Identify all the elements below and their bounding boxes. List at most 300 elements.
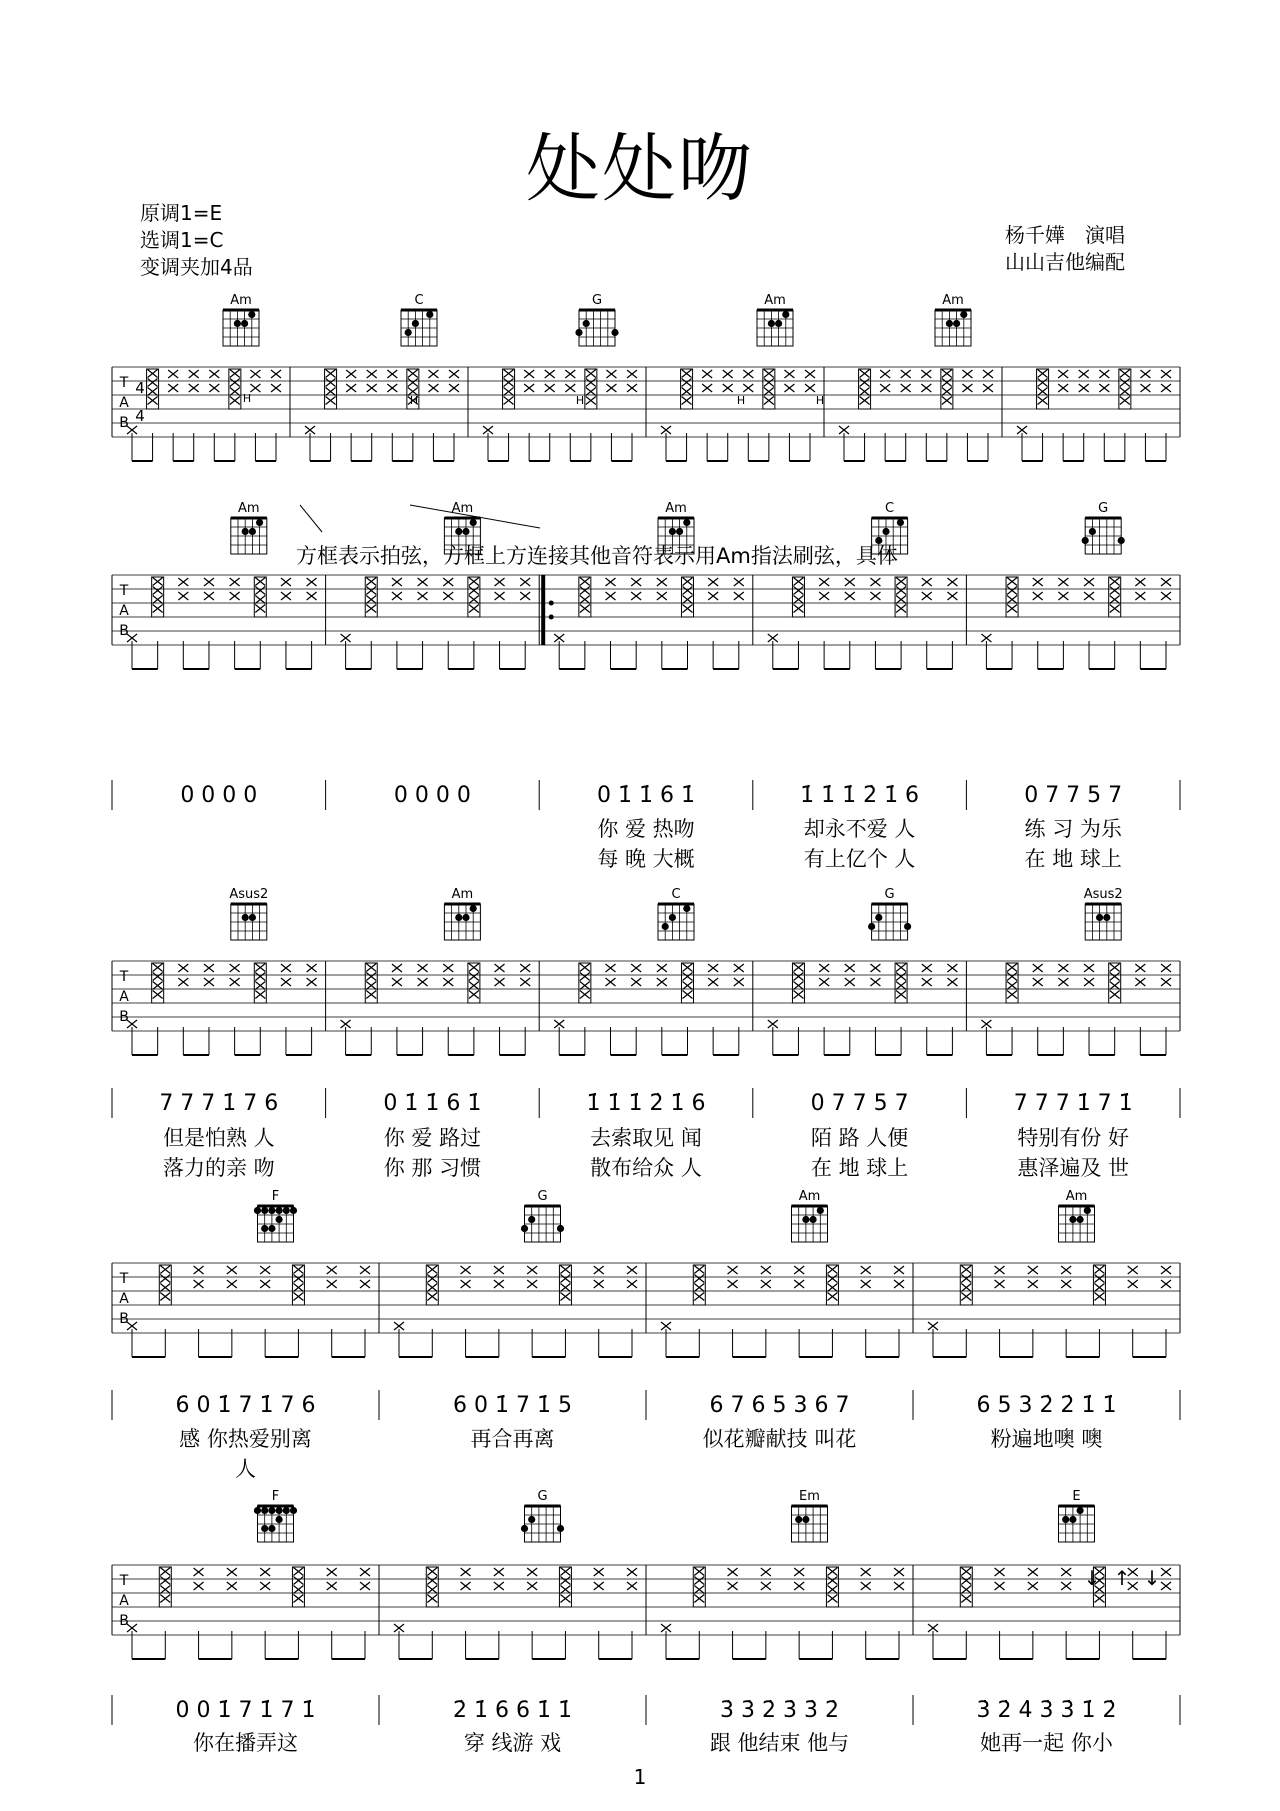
tab-x-mark — [631, 592, 641, 600]
slap-x — [793, 605, 803, 613]
slap-x — [255, 596, 265, 604]
slap-x — [682, 596, 692, 604]
slap-box — [1037, 369, 1049, 409]
downstroke-arrow: ↓ — [1143, 1566, 1161, 1590]
tab-letter: A — [119, 603, 129, 619]
chord-diagram — [401, 293, 437, 346]
tab-x-mark — [995, 1280, 1005, 1288]
tab-x-mark — [204, 578, 214, 586]
tab-x-mark — [418, 978, 428, 986]
tab-x-mark — [761, 1568, 771, 1576]
jianpu-notes: 0 7 7 5 7 — [810, 1091, 909, 1116]
slap-x — [1110, 991, 1120, 999]
lyric-line-1: 陌 路 人便 — [810, 1126, 909, 1150]
tab-x-mark — [880, 384, 890, 392]
slap-x — [326, 370, 336, 378]
tab-system — [112, 575, 1180, 871]
slap-x — [694, 1577, 704, 1585]
chord-dot — [904, 923, 911, 930]
tab-x-mark — [392, 978, 402, 986]
slap-x — [560, 1586, 570, 1594]
slap-box — [159, 1567, 171, 1607]
slap-x — [1094, 1284, 1104, 1292]
tab-letter: T — [119, 1573, 129, 1589]
slap-x — [1110, 578, 1120, 586]
slap-box — [693, 1567, 705, 1607]
tab-x-mark — [627, 1582, 637, 1590]
tab-x-mark — [230, 592, 240, 600]
tab-letter: B — [119, 1009, 129, 1025]
chord-dot — [276, 1216, 283, 1223]
tab-x-mark — [1161, 1582, 1171, 1590]
tab-x-mark — [168, 384, 178, 392]
slap-box — [503, 369, 515, 409]
slap-x — [293, 1293, 303, 1301]
tab-x-mark — [962, 370, 972, 378]
tab-x-mark — [819, 978, 829, 986]
slap-box-frame — [1109, 963, 1121, 1003]
slap-x — [942, 397, 952, 405]
slap-box — [941, 369, 953, 409]
slap-x — [366, 964, 376, 972]
tab-x-mark — [1028, 1582, 1038, 1590]
slap-x — [1120, 370, 1130, 378]
lyric-line-1: 粉遍地噢 噢 — [990, 1427, 1103, 1451]
jianpu-notes: 0 0 0 0 — [180, 783, 258, 808]
tab-x-mark — [723, 384, 733, 392]
tab-x-mark — [606, 978, 616, 986]
lyric-line-1: 去索取见 闻 — [590, 1126, 702, 1150]
tab-x-mark — [606, 578, 616, 586]
slap-box — [254, 963, 266, 1003]
downstroke-arrow: ↓ — [1083, 1566, 1101, 1590]
chord-diagram — [872, 501, 908, 554]
slap-box — [585, 369, 597, 409]
tab-x-mark — [1128, 1280, 1138, 1288]
slap-box-frame — [895, 577, 907, 617]
chord-name: E — [1072, 1489, 1081, 1504]
slap-x — [469, 991, 479, 999]
tab-letter: A — [119, 1593, 129, 1609]
slap-box-frame — [229, 369, 241, 409]
slap-x — [586, 370, 596, 378]
tab-x-mark — [901, 384, 911, 392]
chord-diagram — [1059, 1489, 1095, 1542]
chord-dot — [290, 1207, 297, 1214]
slap-x — [255, 605, 265, 613]
hammer-on-mark: H — [815, 394, 825, 407]
slap-box-frame — [681, 369, 693, 409]
slap-x — [860, 370, 870, 378]
slap-x — [1007, 605, 1017, 613]
chord-dot — [1077, 1507, 1084, 1514]
tab-x-mark — [870, 978, 880, 986]
slap-box — [325, 369, 337, 409]
tab-x-mark — [922, 978, 932, 986]
slap-x — [427, 1266, 437, 1274]
slap-x — [580, 973, 590, 981]
tab-x-mark — [962, 384, 972, 392]
tab-x-mark — [728, 1266, 738, 1274]
slap-x — [427, 1293, 437, 1301]
tab-x-mark — [227, 1280, 237, 1288]
tab-x-mark — [784, 370, 794, 378]
chord-dot — [669, 914, 676, 921]
tab-x-mark — [1033, 964, 1043, 972]
bass-note — [768, 1020, 778, 1028]
slap-box — [292, 1567, 304, 1607]
tab-x-mark — [922, 964, 932, 972]
slap-x — [827, 1266, 837, 1274]
tab-x-mark — [1161, 370, 1171, 378]
tab-x-mark — [845, 578, 855, 586]
tab-x-mark — [627, 370, 637, 378]
chord-dot — [583, 320, 590, 327]
slap-box — [1109, 577, 1121, 617]
tab-x-mark — [527, 1568, 537, 1576]
chord-dot — [261, 1507, 268, 1514]
tab-x-mark — [230, 978, 240, 986]
slap-x — [694, 1284, 704, 1292]
tab-letter: T — [119, 1271, 129, 1287]
bass-note — [661, 426, 671, 434]
slap-box-frame — [325, 369, 337, 409]
tab-x-mark — [428, 370, 438, 378]
tab-x-mark — [1058, 978, 1068, 986]
slap-box-frame — [681, 963, 693, 1003]
slap-box — [859, 369, 871, 409]
slap-box-frame — [826, 1265, 838, 1305]
slap-x — [764, 397, 774, 405]
slap-x — [1094, 1595, 1104, 1603]
tab-x-mark — [761, 1266, 771, 1274]
slap-x — [255, 578, 265, 586]
tab-x-mark — [1140, 370, 1150, 378]
slap-x — [469, 982, 479, 990]
chord-dot — [268, 1207, 275, 1214]
chord-diagram — [658, 501, 694, 554]
slap-x — [961, 1293, 971, 1301]
slap-x — [793, 964, 803, 972]
tab-x-mark — [870, 578, 880, 586]
tab-x-mark — [461, 1266, 471, 1274]
chord-dot — [611, 329, 618, 336]
chord-dot — [575, 329, 582, 336]
tab-x-mark — [524, 370, 534, 378]
slap-box — [579, 577, 591, 617]
slap-x — [1007, 991, 1017, 999]
slap-x — [469, 973, 479, 981]
jianpu-notes: 7 7 7 1̇ 7 6 — [159, 1091, 279, 1116]
slap-x — [1007, 587, 1017, 595]
tab-letter: T — [119, 583, 129, 599]
slap-x — [1120, 397, 1130, 405]
lyric-line-1: 你 爱 热吻 — [597, 817, 695, 841]
chord-dot — [1069, 1516, 1076, 1523]
chord-dot — [249, 914, 256, 921]
slap-x — [793, 982, 803, 990]
slap-box-frame — [159, 1265, 171, 1305]
slap-x — [366, 596, 376, 604]
slap-x — [896, 587, 906, 595]
chord-diagram — [792, 1489, 828, 1542]
tab-x-mark — [606, 964, 616, 972]
chord-dot — [276, 1516, 283, 1523]
chord-dot — [405, 329, 412, 336]
slap-x — [293, 1275, 303, 1283]
slap-x — [230, 379, 240, 387]
chord-dot — [676, 528, 683, 535]
slap-x — [682, 379, 692, 387]
tab-x-mark — [418, 964, 428, 972]
tab-x-mark — [845, 978, 855, 986]
bass-note — [981, 634, 991, 642]
tab-x-mark — [1140, 384, 1150, 392]
tab-x-mark — [1079, 384, 1089, 392]
arranger-credit: 山山吉他编配 — [1005, 250, 1125, 274]
tab-system — [112, 961, 1180, 1180]
tab-x-mark — [360, 1266, 370, 1274]
chord-dot — [669, 528, 676, 535]
tab-x-mark — [260, 1280, 270, 1288]
slap-x — [827, 1293, 837, 1301]
slap-x — [326, 379, 336, 387]
chord-name: Am — [665, 501, 687, 516]
slap-box — [426, 1567, 438, 1607]
slap-x — [961, 1266, 971, 1274]
tab-letter: B — [119, 1613, 129, 1629]
tab-x-mark — [947, 592, 957, 600]
slap-x — [942, 370, 952, 378]
tab-system — [112, 367, 1180, 461]
tab-x-mark — [494, 1568, 504, 1576]
slap-x — [586, 388, 596, 396]
slap-x — [427, 1586, 437, 1594]
tab-x-mark — [281, 964, 291, 972]
slap-x — [580, 982, 590, 990]
slap-x — [1110, 982, 1120, 990]
tab-x-mark — [631, 964, 641, 972]
tab-x-mark — [1161, 578, 1171, 586]
tab-x-mark — [194, 1568, 204, 1576]
chord-dot — [261, 1225, 268, 1232]
slap-box — [152, 577, 164, 617]
chord-diagram — [231, 501, 267, 554]
chord-dot — [256, 519, 263, 526]
slap-x — [1110, 964, 1120, 972]
tab-x-mark — [527, 1266, 537, 1274]
chord-diagram — [254, 1189, 297, 1242]
slap-box-frame — [559, 1265, 571, 1305]
chord-name: Am — [764, 293, 786, 308]
slap-x — [560, 1577, 570, 1585]
tab-x-mark — [360, 1582, 370, 1590]
tab-x-mark — [178, 578, 188, 586]
chord-dot — [953, 320, 960, 327]
chord-dot — [1103, 914, 1110, 921]
tab-x-mark — [443, 978, 453, 986]
slap-x — [427, 1577, 437, 1585]
slap-x — [682, 973, 692, 981]
slap-x — [1094, 1266, 1104, 1274]
tab-x-mark — [494, 1582, 504, 1590]
lyric-line-1: 你在播弄这 — [193, 1731, 298, 1755]
tab-x-mark — [494, 1280, 504, 1288]
slap-x — [1120, 379, 1130, 387]
jianpu-notes: 0 0 1̇ 7 1̇ 7 1̇ — [175, 1698, 316, 1723]
tab-x-mark — [194, 1582, 204, 1590]
tab-x-mark — [461, 1280, 471, 1288]
tab-x-mark — [794, 1568, 804, 1576]
slap-x — [1094, 1293, 1104, 1301]
slap-x — [1007, 578, 1017, 586]
tab-x-mark — [702, 370, 712, 378]
tab-x-mark — [1161, 1568, 1171, 1576]
slap-x — [160, 1595, 170, 1603]
tab-x-mark — [1028, 1280, 1038, 1288]
chord-diagram — [444, 887, 480, 940]
slap-x — [153, 596, 163, 604]
tab-x-mark — [627, 1280, 637, 1288]
chord-name: G — [1098, 501, 1109, 516]
slap-x — [469, 587, 479, 595]
chord-dot — [1082, 537, 1089, 544]
slap-x — [961, 1586, 971, 1594]
tab-x-mark — [606, 370, 616, 378]
tab-x-mark — [784, 384, 794, 392]
chord-dot — [242, 914, 249, 921]
chord-dot — [683, 905, 690, 912]
chord-dot — [1118, 537, 1125, 544]
slap-box-frame — [895, 963, 907, 1003]
slap-box-frame — [503, 369, 515, 409]
tab-x-mark — [346, 370, 356, 378]
tab-x-mark — [708, 592, 718, 600]
slap-x — [586, 397, 596, 405]
jianpu-notes: 6 5 3 2̇ 2̇ 1̇ 1̇ — [976, 1393, 1117, 1418]
slap-x — [255, 991, 265, 999]
hammer-on-mark: H — [575, 394, 585, 407]
chord-name: C — [671, 887, 681, 902]
tab-x-mark — [250, 384, 260, 392]
slap-box — [895, 577, 907, 617]
tab-x-mark — [819, 592, 829, 600]
jianpu-notes: 3̇ 3̇ 2̇ 3̇ 3̇ 2̇ — [720, 1698, 839, 1723]
tab-x-mark — [367, 384, 377, 392]
bass-note — [839, 426, 849, 434]
slap-box-frame — [365, 963, 377, 1003]
tab-x-mark — [1135, 592, 1145, 600]
slap-box-frame — [1119, 369, 1131, 409]
tab-x-mark — [1161, 1280, 1171, 1288]
slap-box — [254, 577, 266, 617]
chord-name: Am — [238, 501, 260, 516]
slap-box-frame — [792, 577, 804, 617]
slap-box — [1093, 1265, 1105, 1305]
tab-x-mark — [631, 578, 641, 586]
chord-name: G — [884, 887, 895, 902]
tab-x-mark — [1061, 1280, 1071, 1288]
chord-dot — [1084, 1207, 1091, 1214]
tab-x-mark — [627, 1568, 637, 1576]
slap-x — [293, 1266, 303, 1274]
tab-system — [112, 1565, 1180, 1755]
slap-x — [153, 991, 163, 999]
chord-dot — [795, 1516, 802, 1523]
slap-x — [1007, 982, 1017, 990]
tab-x-mark — [227, 1582, 237, 1590]
tab-x-mark — [520, 964, 530, 972]
slap-x — [1038, 379, 1048, 387]
slap-box-frame — [365, 577, 377, 617]
slap-box-frame — [693, 1567, 705, 1607]
slap-box — [693, 1265, 705, 1305]
chord-diagram — [223, 293, 259, 346]
lyric-line-2: 散布给众 人 — [590, 1156, 702, 1180]
chord-dot — [268, 1525, 275, 1532]
chord-diagram — [1084, 887, 1123, 940]
tab-x-mark — [1099, 384, 1109, 392]
tab-x-mark — [606, 592, 616, 600]
tab-x-mark — [281, 978, 291, 986]
lyric-line-1: 似花瓣献技 叫花 — [702, 1427, 857, 1451]
jianpu-notes: 6 0 1̇ 7 1̇ 7 6 — [175, 1393, 316, 1418]
chord-dot — [683, 519, 690, 526]
tab-x-mark — [178, 964, 188, 972]
tab-x-mark — [1028, 1568, 1038, 1576]
slap-x — [1038, 397, 1048, 405]
tab-x-mark — [392, 964, 402, 972]
slap-x — [1007, 596, 1017, 604]
slap-x — [160, 1266, 170, 1274]
chord-dot — [662, 923, 669, 930]
slap-x — [896, 964, 906, 972]
tab-x-mark — [565, 384, 575, 392]
slap-x — [764, 379, 774, 387]
slap-x — [427, 1275, 437, 1283]
slap-x — [153, 605, 163, 613]
chord-dot — [268, 1507, 275, 1514]
tab-x-mark — [520, 978, 530, 986]
chord-diagram — [444, 501, 480, 554]
slap-x — [1007, 973, 1017, 981]
tab-x-mark — [209, 384, 219, 392]
tab-x-mark — [1033, 978, 1043, 986]
slap-x — [860, 388, 870, 396]
slap-x — [560, 1293, 570, 1301]
chord-diagram — [1082, 501, 1125, 554]
slap-x — [586, 379, 596, 387]
slap-x — [504, 397, 514, 405]
slap-x — [942, 379, 952, 387]
slap-x — [764, 388, 774, 396]
upstroke-arrow: ↑ — [1113, 1566, 1131, 1590]
slap-x — [504, 388, 514, 396]
tab-x-mark — [527, 1280, 537, 1288]
slap-x — [469, 578, 479, 586]
tab-x-mark — [880, 370, 890, 378]
slap-x — [230, 370, 240, 378]
chord-dot — [1096, 914, 1103, 921]
slap-x — [469, 605, 479, 613]
lyric-line-2: 在 地 球上 — [810, 1156, 909, 1180]
tab-x-mark — [168, 370, 178, 378]
slap-x — [942, 388, 952, 396]
tab-x-mark — [281, 578, 291, 586]
lyric-line-2: 惠泽遍及 世 — [1017, 1156, 1130, 1180]
tab-x-mark — [861, 1582, 871, 1590]
lyric-line-2: 有上亿个 人 — [803, 847, 916, 871]
